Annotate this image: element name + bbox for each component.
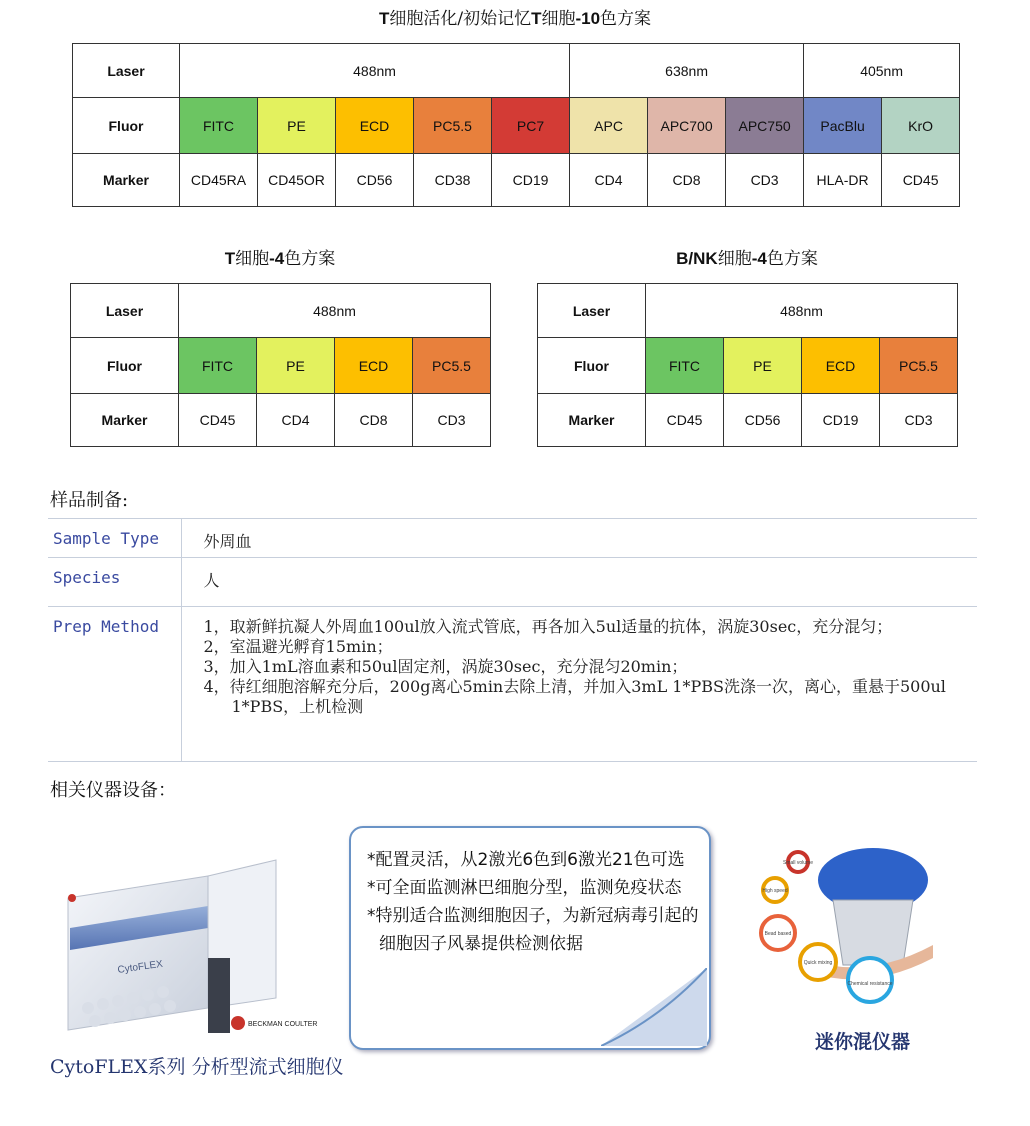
cytoflex-brand: CytoFLEX [116, 958, 164, 976]
mixer-image [748, 840, 938, 1010]
marker-cell: HLA-DR [804, 154, 882, 207]
marker-cell: CD3 [880, 394, 958, 447]
laser-488: 488nm [180, 44, 570, 98]
cytoflex-image [58, 858, 318, 1048]
marker-cell: CD8 [335, 394, 413, 447]
fluor-cell: APC750 [726, 98, 804, 154]
feature-item: *可全面监测淋巴细胞分型，监测免疫状态 [367, 878, 682, 898]
marker-cell: CD45OR [258, 154, 336, 207]
prep-method-steps [181, 607, 977, 762]
marker-cell: CD45 [646, 394, 724, 447]
prep-step: 1，取新鲜抗凝人外周血100ul放入流式管底，再各加入5ul适量的抗体，涡旋30sec，充分混匀； [203, 617, 893, 636]
marker-cell: CD4 [257, 394, 335, 447]
fluor-cell: PC5.5 [413, 338, 491, 394]
sample-heading: 样品制备: [50, 490, 129, 511]
mixer-badge: Quick mixing [803, 960, 833, 966]
fluor-cell: PacBlu [804, 98, 882, 154]
mixer-badge: Chemical resistance [847, 981, 893, 987]
fluor-cell: APC [570, 98, 648, 154]
panelT4-table [70, 283, 491, 447]
sample-type-value: 外周血 [181, 519, 977, 558]
fluor-cell: ECD [336, 98, 414, 154]
panel10-table [72, 43, 960, 207]
marker-cell: CD45RA [180, 154, 258, 207]
marker-cell: CD56 [724, 394, 802, 447]
laser-405: 405nm [804, 44, 960, 98]
laser-488: 488nm [646, 284, 958, 338]
species-key: Species [48, 558, 181, 607]
instruments-heading: 相关仪器设备： [50, 780, 176, 801]
species-value: 人 [181, 558, 977, 607]
marker-cell: CD3 [413, 394, 491, 447]
marker-row-head: Marker [538, 394, 646, 447]
sample-table [48, 518, 977, 762]
marker-cell: CD45 [882, 154, 960, 207]
panelBNK4-table [537, 283, 958, 447]
fluor-cell: APC700 [648, 98, 726, 154]
panelBNK4-title: B/NK细胞-4色方案 [676, 249, 818, 269]
fluor-row-head: Fluor [73, 98, 180, 154]
marker-cell: CD4 [570, 154, 648, 207]
page-curl-icon [601, 968, 707, 1046]
fluor-cell: KrO [882, 98, 960, 154]
fluor-cell: FITC [646, 338, 724, 394]
fluor-cell: PC5.5 [414, 98, 492, 154]
mixer-badge: High speed [762, 888, 788, 894]
prep-step: 4，待红细胞溶解充分后，200g离心5min去除上清，并加入3mL 1*PBS洗涤一次，离心，重悬于500ul 1*PBS，上机检测 [203, 677, 946, 716]
laser-row-head: Laser [538, 284, 646, 338]
fluor-cell: ECD [335, 338, 413, 394]
laser-row-head: Laser [73, 44, 180, 98]
fluor-row-head: Fluor [71, 338, 179, 394]
marker-row-head: Marker [73, 154, 180, 207]
mixer-badge: Bead based [764, 931, 792, 937]
mixer-caption: 迷你混仪器 [815, 1031, 911, 1053]
feature-bubble [349, 826, 711, 1050]
fluor-cell: PE [258, 98, 336, 154]
fluor-cell: PC7 [492, 98, 570, 154]
prep-method-key: Prep Method [48, 607, 181, 762]
panel10-title: T细胞活化/初始记忆T细胞-10色方案 [378, 9, 652, 29]
laser-row-head: Laser [71, 284, 179, 338]
laser-488: 488nm [179, 284, 491, 338]
panelT4-title: T细胞-4色方案 [224, 249, 336, 269]
marker-cell: CD19 [802, 394, 880, 447]
cytoflex-caption: CytoFLEX系列 分析型流式细胞仪 [50, 1056, 344, 1078]
cytoflex-logo: BECKMAN COULTER [248, 1021, 318, 1028]
fluor-cell: ECD [802, 338, 880, 394]
prep-step: 2，室温避光孵育15min； [203, 637, 393, 656]
marker-cell: CD3 [726, 154, 804, 207]
feature-item: *配置灵活，从2激光6色到6激光21色可选 [367, 850, 685, 870]
laser-638: 638nm [570, 44, 804, 98]
fluor-cell: FITC [179, 338, 257, 394]
marker-cell: CD8 [648, 154, 726, 207]
fluor-cell: PE [724, 338, 802, 394]
marker-cell: CD56 [336, 154, 414, 207]
feature-item: *特别适合监测细胞因子，为新冠病毒引起的细胞因子风暴提供检测依据 [367, 906, 699, 954]
marker-cell: CD38 [414, 154, 492, 207]
prep-step: 3，加入1mL溶血素和50ul固定剂，涡旋30sec，充分混匀20min； [203, 657, 688, 676]
marker-cell: CD45 [179, 394, 257, 447]
sample-type-key: Sample Type [48, 519, 181, 558]
fluor-row-head: Fluor [538, 338, 646, 394]
marker-row-head: Marker [71, 394, 179, 447]
marker-cell: CD19 [492, 154, 570, 207]
mixer-badge: Small volume [782, 860, 814, 866]
fluor-cell: PE [257, 338, 335, 394]
fluor-cell: PC5.5 [880, 338, 958, 394]
fluor-cell: FITC [180, 98, 258, 154]
